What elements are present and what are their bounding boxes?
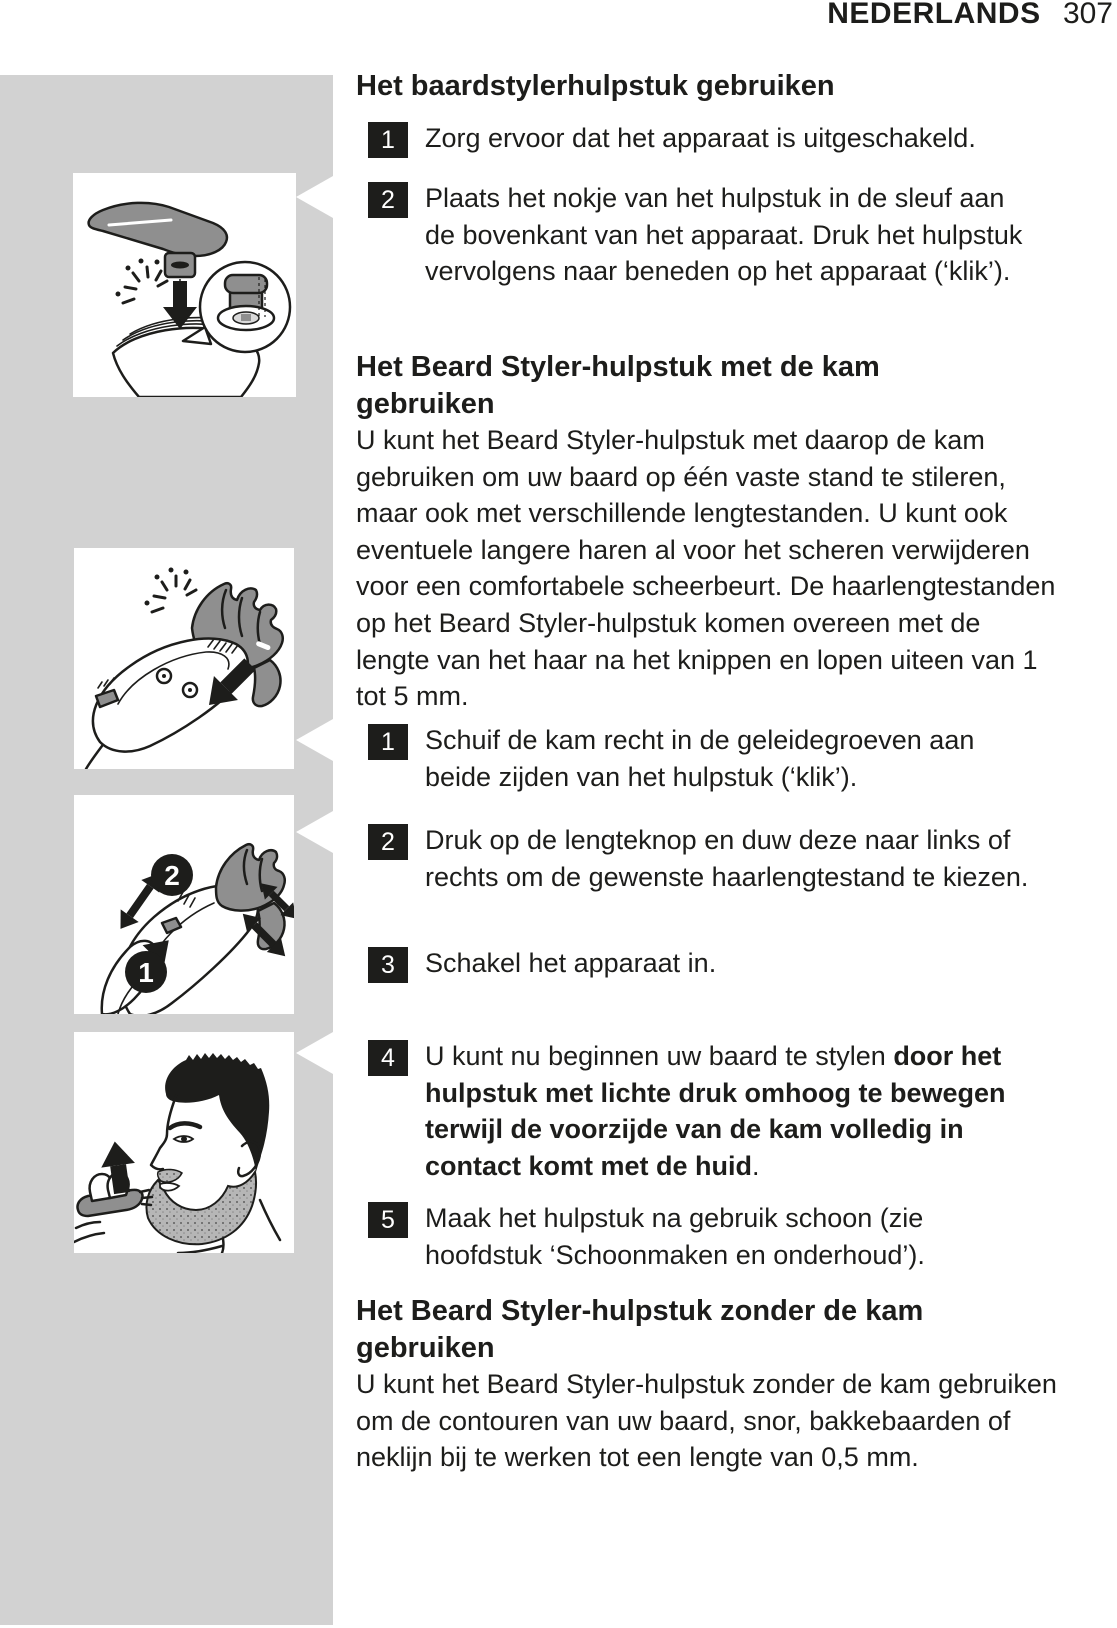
step-number-badge: 2 (368, 182, 408, 218)
click-starburst-icon (145, 568, 197, 613)
illustration-sidebar (0, 75, 333, 1625)
body-paragraph: U kunt het Beard Styler-hulpstuk met daarop de kam gebruiken om uw baard op één vaste stand te stileren, maar ook met verschillende lengtestanden. U kunt ook eventuele langere haren al voor het scheren verwijderen voor een comfortabele scheerbeurt. De haarlengtestanden op het Beard Styler-hulpstuk komen overeen met de lengte van het haar na het knippen en lopen uiteen van 1 tot 5 mm. (356, 425, 1056, 712)
length-button-illustration (74, 795, 294, 1014)
callout-badge-2 (151, 854, 193, 896)
callout-number: 2 (164, 860, 180, 891)
step-number-badge: 1 (368, 122, 408, 158)
callout-number: 1 (138, 957, 154, 988)
language-title: NEDERLANDS (827, 0, 1041, 30)
callout-wedge-1 (296, 176, 333, 218)
step-text: Schakel het apparaat in. (425, 948, 717, 978)
lips-shape (160, 1183, 179, 1191)
callout-wedge-3 (296, 811, 333, 853)
figure-length-button (74, 795, 294, 1014)
step-number-badge: 5 (368, 1202, 408, 1238)
body-paragraph: U kunt het Beard Styler-hulpstuk zonder de kam gebruiken om de contouren van uw baard, snor, bakkebaarden of neklijn bij te werken tot een lengte van 0,5 mm. (356, 1369, 1057, 1473)
figure-attach-styler (73, 173, 296, 397)
styler-attachment-shape (89, 203, 227, 277)
trimmer-body-shape (86, 639, 248, 769)
step-text-regular: U kunt nu beginnen uw baard te stylen (425, 1041, 894, 1071)
step-text (425, 1038, 1035, 1184)
figure-slide-comb (74, 548, 294, 769)
step-item (368, 945, 1035, 983)
step-number-badge: 1 (368, 724, 408, 760)
step-item (368, 1200, 1035, 1273)
attach-styler-illustration (73, 173, 296, 397)
mustache-shape (158, 1169, 182, 1182)
figure-style-beard (74, 1032, 294, 1253)
step-item (368, 180, 1035, 290)
page-title: Het baardstylerhulpstuk gebruiken (356, 70, 835, 102)
slide-comb-illustration (74, 548, 294, 769)
callout-wedge-4 (296, 1032, 333, 1074)
step-text: Plaats het nokje van het hulpstuk in de sleuf aan de bovenkant van het apparaat. Druk het hulpstuk vervolgens naar beneden op het apparaat (‘klik’). (425, 183, 1023, 287)
section-heading: Het Beard Styler-hulpstuk zonder de kam gebruiken (356, 1295, 924, 1364)
step-text: Zorg ervoor dat het apparaat is uitgeschakeld. (425, 123, 976, 153)
step-item (368, 822, 1035, 895)
beard-shape (146, 1169, 256, 1244)
step-number-badge: 3 (368, 947, 408, 983)
eyebrow-shape (170, 1123, 200, 1128)
page-header (827, 0, 1113, 32)
step-item (368, 120, 1035, 158)
step-number-badge: 4 (368, 1040, 408, 1076)
detail-inset-circle (183, 262, 290, 352)
step-text: Druk op de lengteknop en duw deze naar links of rechts om de gewenste haarlengtestand te kiezen. (425, 825, 1029, 892)
step-text: Schuif de kam recht in de geleidegroeven aan beide zijden van het hulpstuk (‘klik’). (425, 725, 975, 792)
callout-wedge-2 (296, 719, 333, 761)
hair-shape (165, 1053, 269, 1172)
page-number: 307 (1062, 0, 1113, 30)
step-item (368, 722, 1035, 795)
step-number-badge: 2 (368, 824, 408, 860)
step-text-bold: door het hulpstuk met lichte druk omhoog te bewegen terwijl de voorzijde van de kam volledig in contact komt met de huid (425, 1041, 1006, 1181)
step-item (368, 1038, 1035, 1184)
section-heading: Het Beard Styler-hulpstuk met de kam gebruiken (356, 351, 880, 420)
step-text: Maak het hulpstuk na gebruik schoon (zie hoofdstuk ‘Schoonmaken en onderhoud’). (425, 1203, 925, 1270)
step-text-after: . (752, 1150, 760, 1181)
callout-badge-1 (125, 951, 167, 993)
style-beard-illustration (74, 1032, 294, 1253)
click-starburst-icon (116, 259, 168, 304)
pupil (181, 1136, 187, 1142)
